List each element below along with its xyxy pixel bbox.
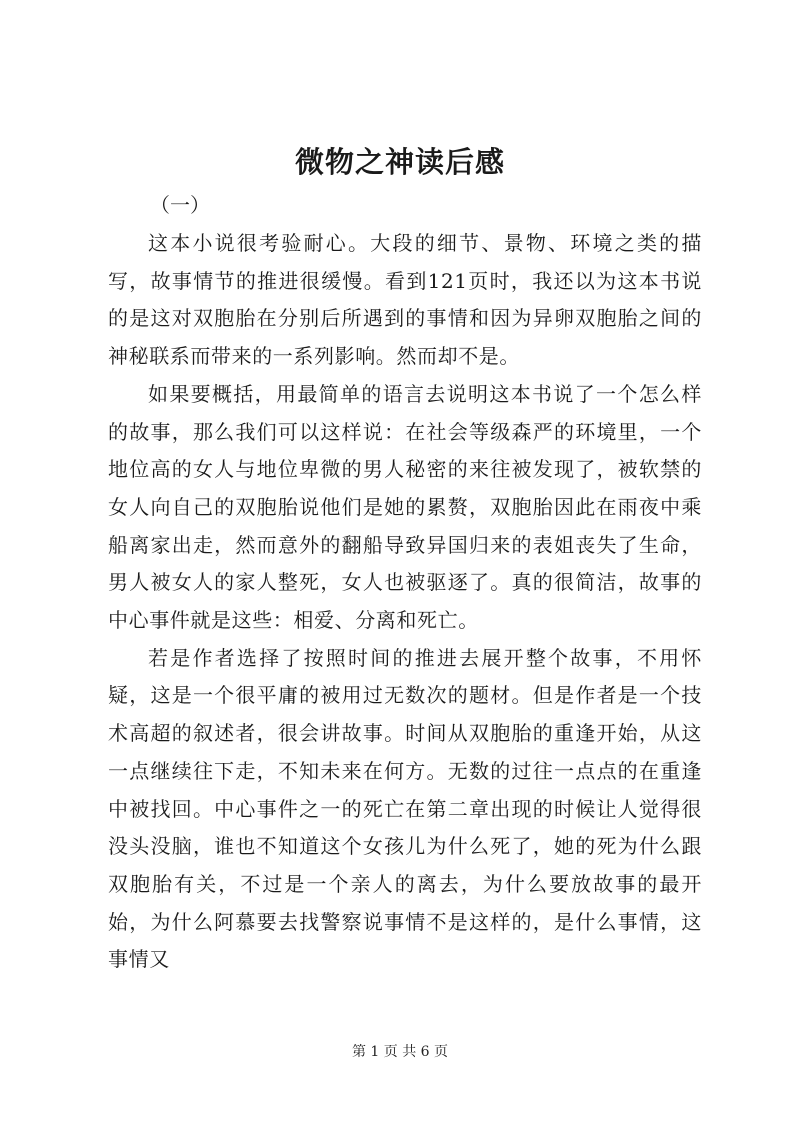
paragraph: 若是作者选择了按照时间的推进去展开整个故事，不用怀疑，这是一个很平庸的被用过无数次的题材。但是作者是一个技术高超的叙述者，很会讲故事。时间从双胞胎的重逢开始，从这一点继续往下走，不知未来在何方。无数的过往一点点的在重逢中被找回。中心事件之一的死亡在第二章出现的时候让人觉得很没头没脑，谁也不知道这个女孩儿为什么死了，她的死为什么跟双胞胎有关，不过是一个亲人的离去，为什么要放故事的最开始，为什么阿慕要去找警察说事情不是这样的，是什么事情，这事情又 (108, 645, 702, 972)
page-footer: 第 1 页 共 6 页 (351, 1044, 449, 1060)
section-number: （一） (150, 193, 210, 217)
paragraph: 如果要概括，用最简单的语言去说明这本书说了一个怎么样的故事，那么我们可以这样说：在社会等级森严的环境里，一个地位高的女人与地位卑微的男人秘密的来往被发现了，被软禁的女人向自己的双胞胎说他们是她的累赘，双胞胎因此在雨夜中乘船离家出走，然而意外的翻船导致异国归来的表姐丧失了生命，男人被女人的家人整死，女人也被驱逐了。真的很简洁，故事的中心事件就是这些：相爱、分离和死亡。 (108, 381, 702, 633)
paragraph: 这本小说很考验耐心。大段的细节、景物、环境之类的描写，故事情节的推进很缓慢。看到121页时，我还以为这本书说的是这对双胞胎在分别后所遇到的事情和因为异卵双胞胎之间的神秘联系而带来的一系列影响。然而却不是。 (108, 231, 702, 369)
document-body (108, 225, 702, 979)
document-title: 微物之神读后感 (294, 145, 505, 179)
